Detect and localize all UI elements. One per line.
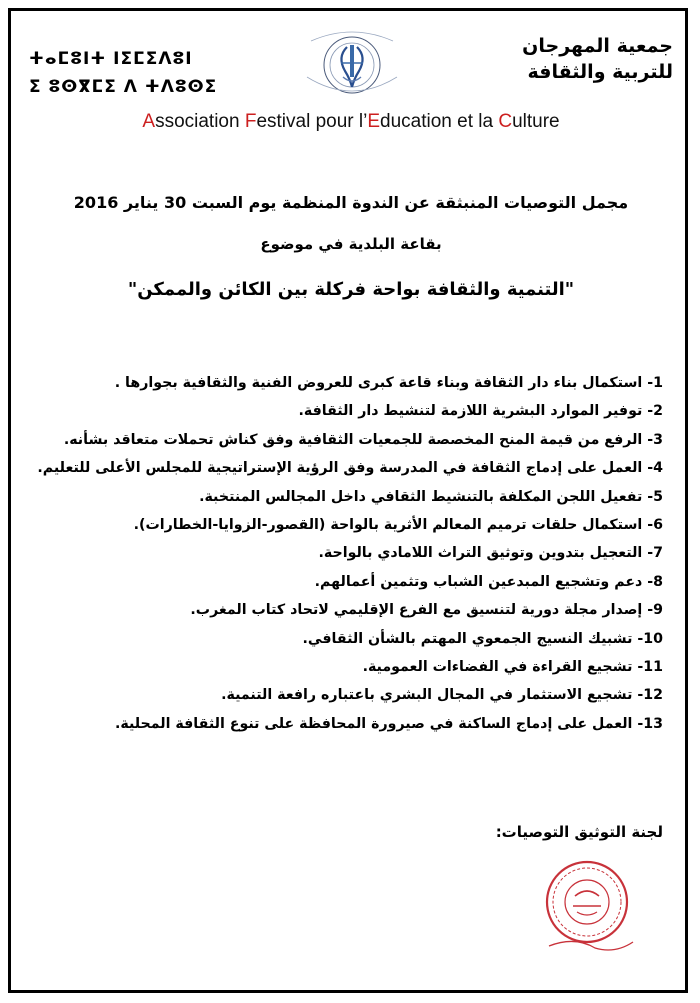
tifinagh-line-2: ⵉ ⵓⵙⴳⵎⵉ ⴷ ⵜⴷⵓⵙⵉ bbox=[29, 77, 218, 97]
association-stamp-icon bbox=[535, 856, 640, 956]
tifinagh-line-1: ⵜⴰⵎⵓⵏⵜ ⵏⵉⵎⵉⴷⵓⵏ bbox=[29, 49, 193, 69]
association-logo-icon bbox=[297, 27, 407, 107]
committee-signature-label: لجنة التوثيق التوصيات: bbox=[495, 823, 663, 841]
list-item: 5- تفعيل اللجن المكلفة بالتنشيط الثقافي داخل المجالس المنتخبة. bbox=[199, 488, 663, 505]
list-item: 2- توفير الموارد البشرية اللازمة لتنشيط دار الثقافة. bbox=[298, 403, 663, 420]
document-subtitle: بقاعة البلدية في موضوع bbox=[260, 235, 442, 253]
tifinagh-association-name bbox=[29, 45, 229, 101]
list-item: 3- الرفع من قيمة المنح المخصصة للجمعيات الثقافية وفق كناش تحملات متعاقد بشأنه. bbox=[63, 431, 663, 448]
list-item: 7- التعجيل بتدوين وتوثيق التراث اللامادي بالواحة. bbox=[318, 545, 663, 562]
list-item: 6- استكمال حلقات ترميم المعالم الأثرية بالواحة (القصور-الزوايا-الخطارات). bbox=[133, 517, 663, 534]
document-titles bbox=[31, 191, 671, 303]
list-item: 4- العمل على إدماج الثقافة في المدرسة وفق الرؤية الإستراتيجية للمجلس الأعلى للتعليم. bbox=[37, 460, 663, 477]
arabic-name-line-2: للتربية والثقافة bbox=[527, 61, 673, 83]
list-item: 1- استكمال بناء دار الثقافة وبناء قاعة كبرى للعروض الفنية والثقافية بجوارها . bbox=[114, 375, 663, 391]
list-item: 10- تشبيك النسيج الجمعوي المهتم بالشأن الثقافي. bbox=[302, 630, 663, 647]
recommendations-list bbox=[37, 369, 663, 738]
list-item: 13- العمل على إدماج الساكنة في صيرورة المحافظة على تنوع الثقافة المحلية. bbox=[114, 715, 663, 732]
list-item: 11- تشجيع القراءة في الفضاءات العمومية. bbox=[362, 659, 663, 676]
list-item: 9- إصدار مجلة دورية لتنسيق مع الفرع الإقليمي لاتحاد كتاب المغرب. bbox=[190, 602, 663, 619]
topic-title: "التنمية والثقافة بواحة فركلة بين الكائن والممكن" bbox=[127, 279, 575, 300]
arabic-name-line-1: جمعية المهرجان bbox=[522, 35, 673, 57]
list-item: 8- دعم وتشجيع المبدعين الشباب وتثمين أعمالهم. bbox=[314, 573, 663, 590]
arabic-association-name bbox=[473, 33, 673, 85]
french-association-name: Association Festival pour l’Education et la Culture bbox=[142, 111, 560, 132]
page-frame bbox=[8, 8, 688, 993]
list-item: 12- تشجيع الاستثمار في المجال البشري باعتباره رافعة التنمية. bbox=[221, 687, 663, 704]
letterhead bbox=[11, 11, 691, 151]
document-title: مجمل التوصيات المنبثقة عن الندوة المنظمة يوم السبت 30 يناير 2016 bbox=[73, 193, 629, 212]
